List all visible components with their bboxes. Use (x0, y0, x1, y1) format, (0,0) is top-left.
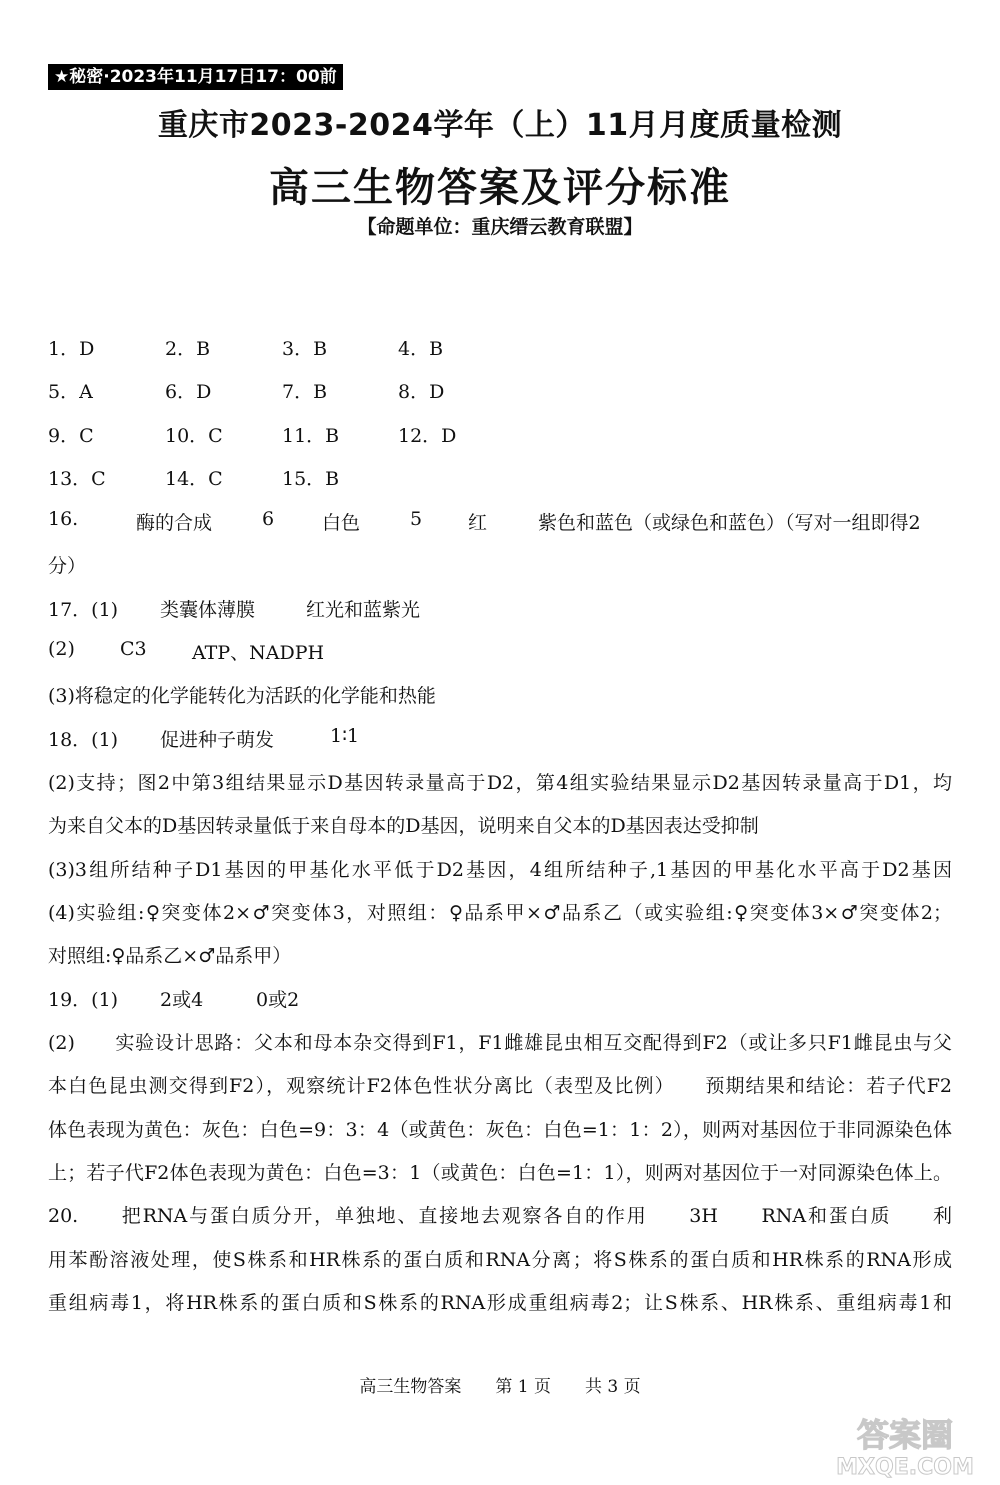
question-number: 16. (48, 508, 79, 530)
answer-text: 酶的合成 (136, 512, 213, 534)
answer-text: 2或4 (160, 989, 204, 1011)
answer-item: 5．A (48, 381, 93, 403)
answer-item: 11．B (282, 425, 340, 447)
answer-line: (2) 实验设计思路：父本和母本杂交得到F1，F1雌雄昆虫相互交配得到F2（或让多只F1雌昆虫与父 (48, 1032, 952, 1054)
answer-line: 用苯酚溶液处理，使S株系和HR株系的蛋白质和RNA分离；将S株系的蛋白质和HR株系的RNA形成 (48, 1249, 952, 1271)
answer-item: 1．D (48, 338, 95, 360)
answer-text: 分） (48, 555, 87, 577)
answer-item: 13．C (48, 468, 106, 490)
answer-text: 红 (468, 512, 488, 534)
answer-text: 1∶1 (330, 725, 360, 747)
answer-text: 类囊体薄膜 (160, 599, 256, 621)
watermark-icon (820, 1410, 990, 1480)
answer-text: 促进种子萌发 (160, 729, 275, 751)
answer-item: 14．C (165, 468, 223, 490)
answer-item: 9．C (48, 425, 94, 447)
answer-item: 4．B (398, 338, 444, 360)
watermark-logo (820, 1410, 990, 1480)
answer-text: ATP、NADPH (192, 642, 325, 664)
answer-item: 12．D (398, 425, 457, 447)
question-number: (2) (48, 638, 75, 660)
answer-item: 6．D (165, 381, 212, 403)
answer-line: 重组病毒1，将HR株系的蛋白质和S株系的RNA形成重组病毒2；让S株系、HR株系、重组病毒1和 (48, 1292, 952, 1314)
answer-line: (2)支持；图2中第3组结果显示D基因转录量高于D2，第4组实验结果显示D2基因转录量高于D1，均 (48, 772, 952, 794)
answer-item: 15．B (282, 468, 340, 490)
answer-text: (3)将稳定的化学能转化为活跃的化学能和热能 (48, 685, 436, 707)
question-number: 18．(1) (48, 729, 119, 751)
answer-text: C3 (120, 638, 147, 660)
answer-text: 6 (262, 508, 275, 530)
document-title: 高三生物答案及评分标准 (269, 165, 731, 211)
answer-text: 红光和蓝紫光 (306, 599, 421, 621)
watermark-logo-text: 答案圈 (856, 1416, 954, 1454)
secret-label: ★秘密·2023年11月17日17：00前 (48, 64, 343, 90)
answer-text: 紫色和蓝色（或绿色和蓝色）（写对一组即得2 (538, 512, 921, 534)
answer-item: 7．B (282, 381, 328, 403)
answer-line: 对照组:♀品系乙×♂品系甲） (48, 945, 292, 967)
answer-line: (4)实验组:♀突变体2×♂突变体3，对照组：♀品系甲×♂品系乙（或实验组:♀突变体3×♂突变体2； (48, 902, 952, 924)
question-number: 17．(1) (48, 599, 119, 621)
answer-item: 8．D (398, 381, 445, 403)
answer-text: 0或2 (256, 989, 300, 1011)
answer-item: 10．C (165, 425, 223, 447)
answer-line: 体色表现为黄色：灰色：白色=9：3：4（或黄色：灰色：白色=1：1：2），则两对基因位于非同源染色体 (48, 1119, 952, 1141)
answer-text: 5 (410, 508, 423, 530)
answer-line: 为来自父本的D基因转录量低于来自母本的D基因，说明来自父本的D基因表达受抑制 (48, 815, 759, 837)
answer-line: 20. 把RNA与蛋白质分开，单独地、直接地去观察各自的作用 3H RNA和蛋白质 利 (48, 1205, 952, 1227)
answer-line: 上；若子代F2体色表现为黄色：白色=3：1（或黄色：白色=1：1），则两对基因位于一对同源染色体上。 (48, 1162, 952, 1184)
answer-text: 白色 (322, 512, 361, 534)
question-number: 19．(1) (48, 989, 119, 1011)
compiler-unit: 【命题单位：重庆缙云教育联盟】 (357, 216, 643, 238)
watermark-url-text: MXQE.COM (836, 1455, 974, 1480)
answer-item: 3．B (282, 338, 328, 360)
page-footer: 高三生物答案 第 1 页 共 3 页 (359, 1377, 641, 1397)
exam-title: 重庆市2023-2024学年（上）11月月度质量检测 (157, 108, 843, 143)
answer-item: 2．B (165, 338, 211, 360)
answer-line: 本白色昆虫测交得到F2），观察统计F2体色性状分离比（表型及比例） 预期结果和结论：若子代F2 (48, 1075, 952, 1097)
answer-line: (3)3组所结种子D1基因的甲基化水平低于D2基因，4组所结种子,1基因的甲基化水平高于D2基因 (48, 859, 952, 881)
